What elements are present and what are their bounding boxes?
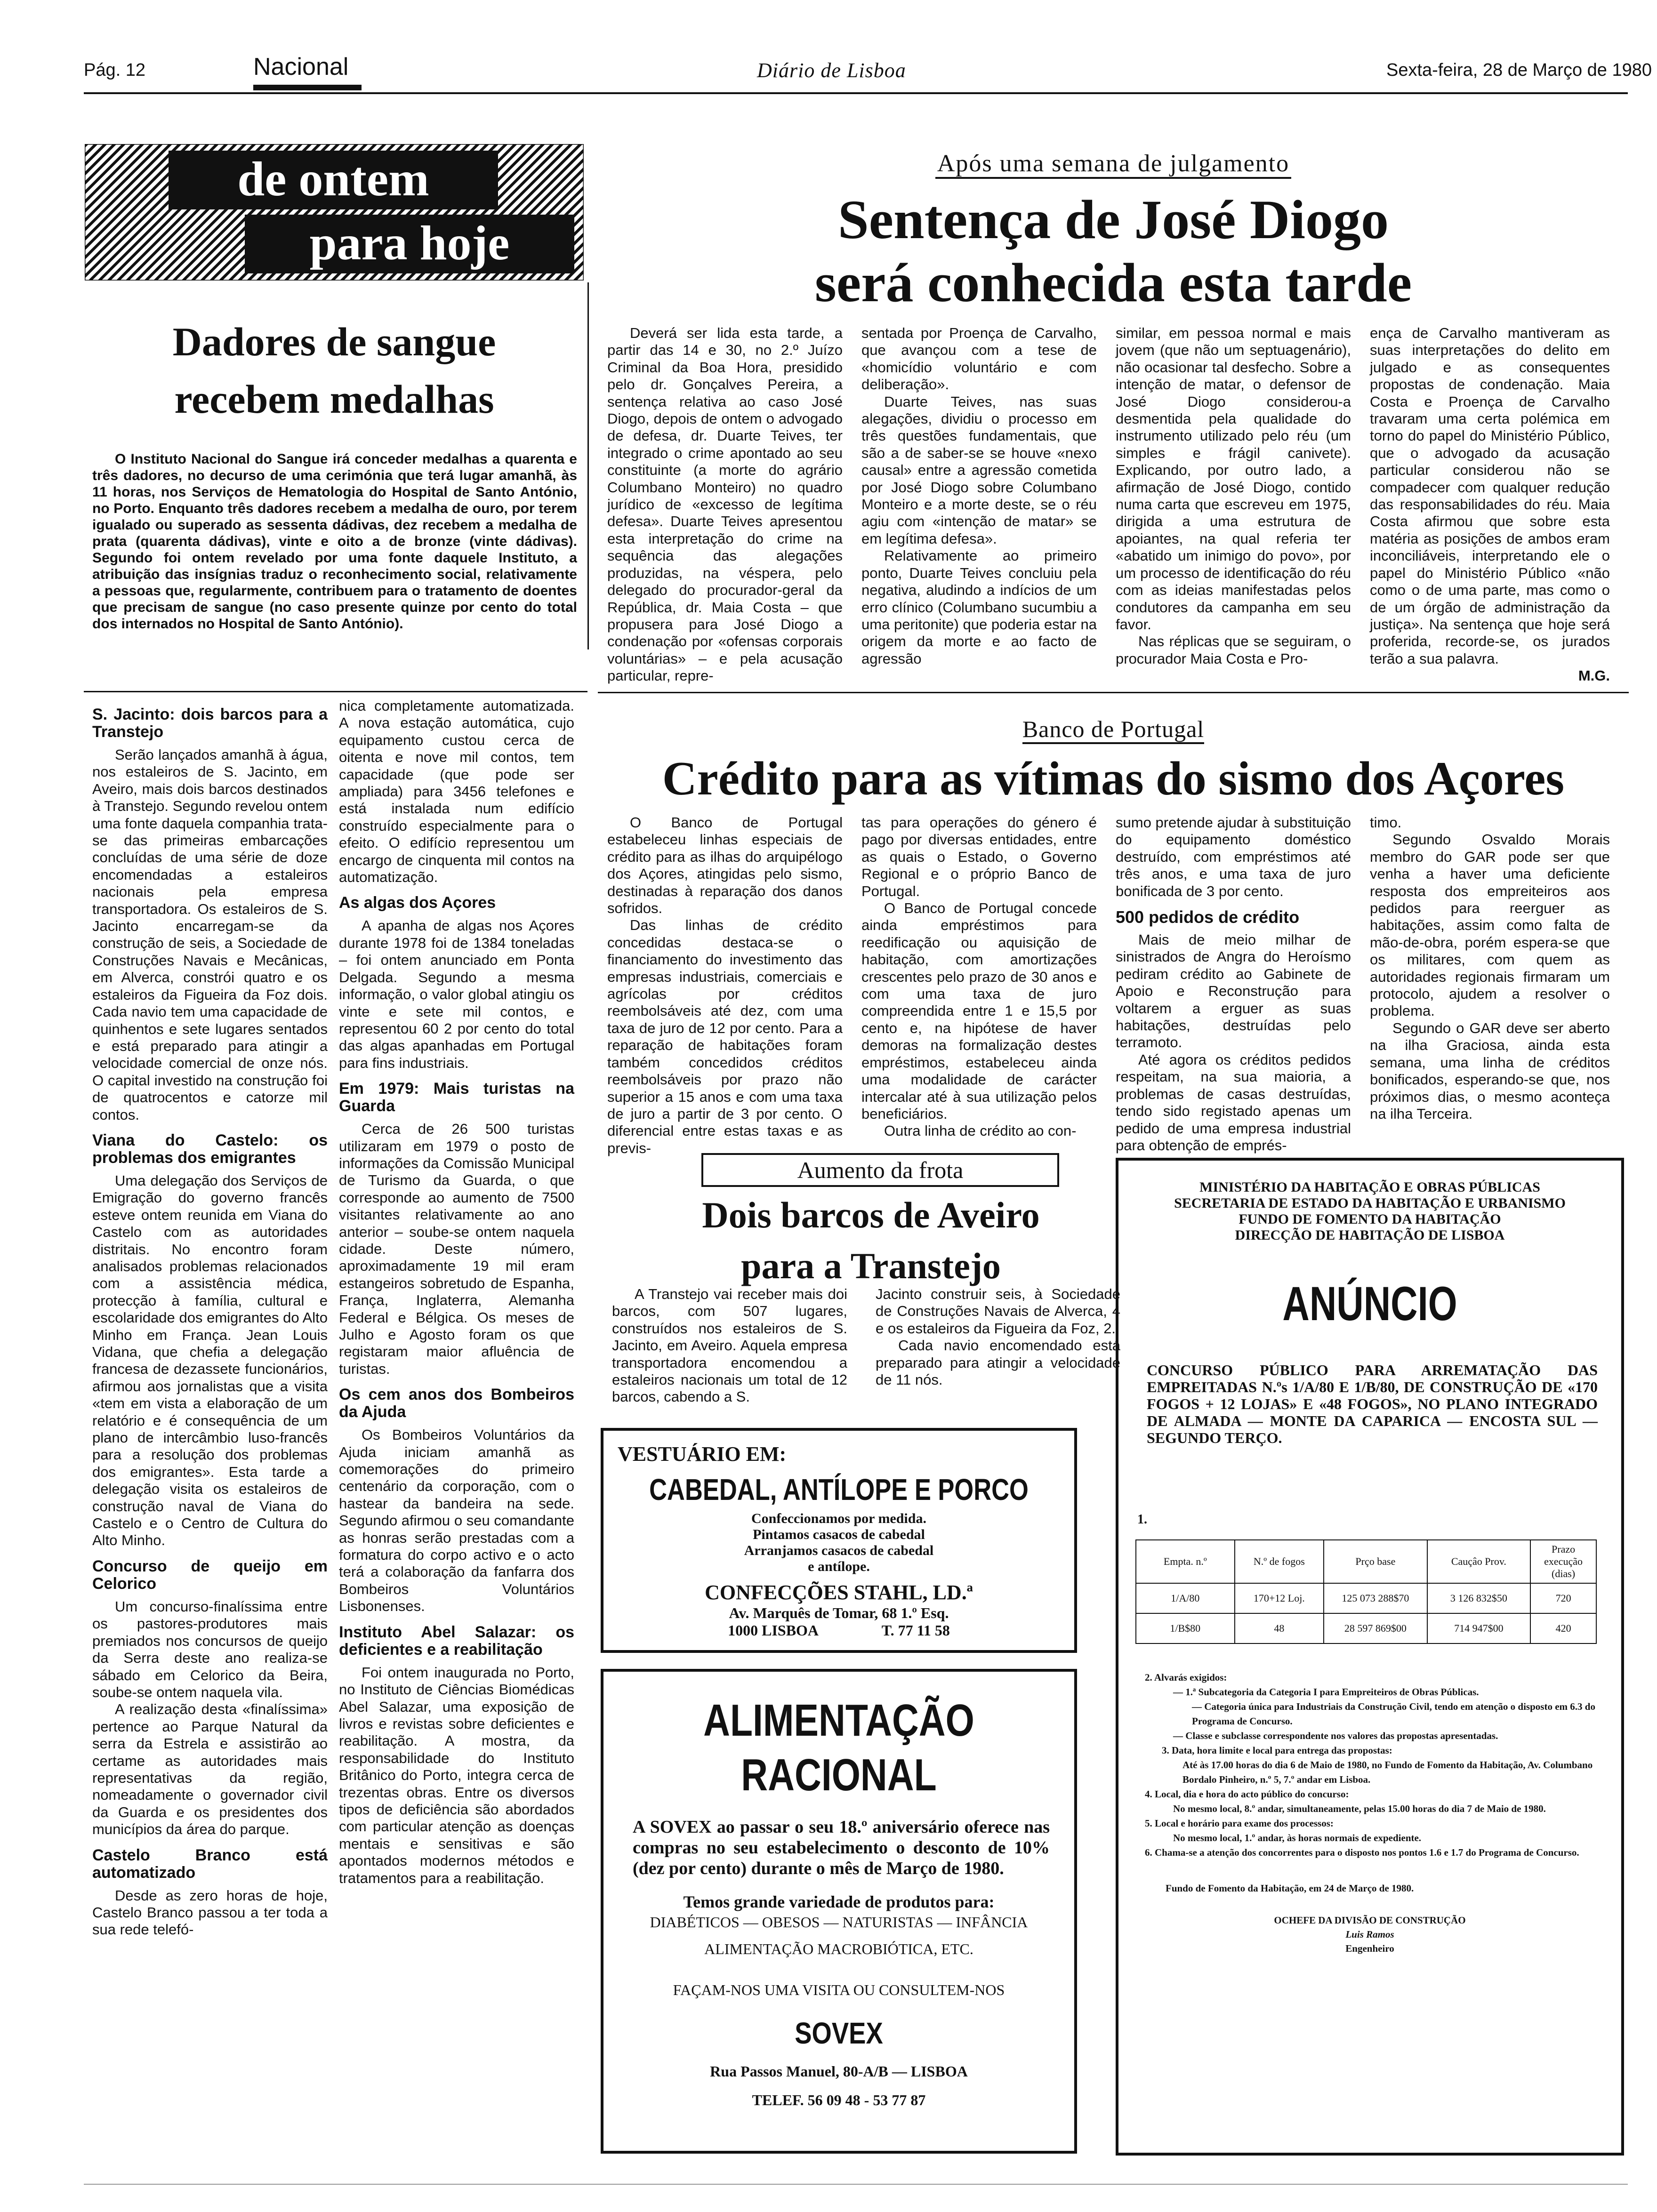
frota-text-2: Jacinto construir seis, à Sociedade de Construções Navais de Alverca, 4 e os estaleiros da Figueira da Foz, 2. — [876, 1286, 1120, 1337]
col-caucao: Cauçâo Prov. — [1427, 1540, 1531, 1583]
col-preco: Prço base — [1324, 1540, 1427, 1583]
diogo-col1 — [607, 325, 843, 685]
ad-stahl — [601, 1428, 1077, 1653]
ad-stahl-l1: VESTUÁRIO EM: — [618, 1443, 787, 1466]
credito-text-4c: Segundo o GAR deve ser aberto na ilha Graciosa, ainda esta semana, uma linha de créditos bonificados, esperando-se que, nos próximos dias, o mesmo aconteça na ilha Terceira. — [1370, 1019, 1610, 1122]
ad-sovex-phone: TELEF. 56 09 48 - 53 77 87 — [752, 2092, 926, 2108]
ad-stahl-l4: Pintamos casacos de cabedal — [753, 1527, 925, 1542]
anuncio-req-2: 2. Alvarás exigidos: — [1145, 1672, 1227, 1683]
anuncio-signatory: Luis Ramos — [1345, 1929, 1394, 1940]
headline-castelo-branco: Castelo Branco está automatizado — [92, 1846, 328, 1882]
table-cell: 48 — [1235, 1613, 1324, 1643]
anuncio-item-1: 1. — [1137, 1512, 1147, 1527]
table-row — [1136, 1583, 1596, 1613]
dadores-title-line1: Dadores de sangue — [172, 319, 496, 364]
table-cell: 170+12 Loj. — [1235, 1583, 1324, 1613]
credito-text-1b: Das linhas de crédito concedidas destaca-se o financiamento do investimento das empresas industriais, comerciais e agrícolas por créditos reembolsáveis até dez, com uma taxa de juro de 12 por cento. Para a reparação de habitações foram também concedidos créditos reembolsáveis por prazo não superior a 15 anos e com uma taxa de juro a partir de 3 por cento. O diferencial entre estas taxas e as previs- — [607, 917, 843, 1156]
anuncio-title: ANÚNCIO — [1282, 1277, 1457, 1330]
credito-title: Crédito para as vítimas do sismo dos Açores — [662, 752, 1565, 805]
anuncio-req-2b: — Categoria única para Industriais da Construção Civil, tendo em atenção o disposto em 6.3 do Programa de Concurso. — [1192, 1701, 1595, 1727]
dadores-text: O Instituto Nacional do Sangue irá conceder medalhas a quarenta e três dadores, no decurso de uma cerimónia que terá lugar amanhã, às 11 horas, nos Serviços de Hematologia do Hospital de Santo António, no Porto. Enquanto três dadores recebem a medalha de ouro, por terem igualado ou superado as sessenta dádivas, dez recebem a medalha de prata (quarenta dádivas), vinte e oito a de bronze (vinte dádivas). Segundo foi ontem revelado por uma fonte daquele Instituto, a atribuição das insígnias traduz o reconhecimento social, relativamente a pessoas que, regularmente, contribuem para o tratamento de doentes que precisam de sangue (no caso presente quinze por cento do total dos internados no Hospital de Santo António). — [92, 451, 577, 632]
diogo-col4 — [1370, 325, 1610, 685]
col-prazo: Prazo execução (dias) — [1530, 1540, 1596, 1583]
frota-title — [607, 1190, 1134, 1291]
headline-queijo: Concurso de queijo em Celorico — [92, 1557, 328, 1593]
masthead: Diário de Lisboa — [757, 59, 906, 82]
footer-rule — [84, 2184, 1628, 2185]
diogo-text-3b: Nas réplicas que se seguiram, o procurador Maia Costa e Pro- — [1116, 633, 1351, 667]
ad-sovex-address: Rua Passos Manuel, 80-A/B — LISBOA — [710, 2063, 968, 2080]
credito-text-3c: Até agora os créditos pedidos respeitam, na sua maioria, a problemas de casas destruídas, tendo sido registado apenas um pedido de uma empresa industrial para obtenção de emprés- — [1116, 1051, 1351, 1154]
anuncio-direction: DIRECÇÃO DE HABITAÇÃO DE LISBOA — [1235, 1227, 1505, 1243]
diogo-col3 — [1116, 325, 1351, 667]
ad-stahl-company: CONFECÇÕES STAHL, LD.ª — [705, 1581, 973, 1604]
text-bombeiros: Os Bombeiros Voluntários da Ajuda iniciam amanhã as comemorações do primeiro centenário da corporação, com o hastear da bandeira na sede. Segundo afirmou o seu comandante as honras serão prestadas com a formatura do corpo activo e o acto terá a colaboração da fanfarra dos Bombeiros Voluntários Lisbonenses. — [339, 1427, 574, 1615]
frota-col2 — [876, 1286, 1120, 1388]
diogo-text-2c: Relativamente ao primeiro ponto, Duarte Teives concluiu pela negativa, aludindo a indícios de um erro clínico (Columbano sucumbiu a uma peritonite) que poderia estar na origem da morte e ao facto de agressão — [861, 547, 1097, 667]
ad-stahl-city: 1000 LISBOA — [728, 1622, 818, 1639]
credito-text-2: tas para operações do género é pago por diversas entidades, entre as quais o Estado, o Governo Regional e o próprio Banco de Portugal. — [861, 814, 1097, 899]
headline-s-jacinto: S. Jacinto: dois barcos para a Transtejo — [92, 705, 328, 741]
credito-text-2b: O Banco de Portugal concede ainda empréstimos para reedificação ou aquisição de habitação, com amortizações crescentes pelo prazo de 30 anos e com uma taxa de juro compreendida entre 1 e 15,5 por cento e, na hipótese de haver demoras na formalização destes empréstimos, estabeleceu ainda uma modalidade de carácter intercalar até à sua utilização pelos beneficiários. — [861, 900, 1097, 1122]
frota-title-line2: para a Transtejo — [741, 1245, 1001, 1286]
table-cell: 1/A/80 — [1136, 1583, 1235, 1613]
de-ontem-para-hoje-banner — [85, 144, 584, 281]
frota-text-1: A Transtejo vai receber mais doi barcos, com 507 lugares, construídos nos estaleiros de S. Jacinto, em Aveiro. Aquela empresa transportadora encomendou a estaleiros nacionais um total de 12 barcos, cabendo a S. — [612, 1286, 847, 1405]
anuncio-fund: FUNDO DE FOMENTO DA HABITAÇÃO — [1239, 1211, 1501, 1227]
anuncio-secretary: SECRETARIA DE ESTADO DA HABITAÇÃO E URBANISMO — [1174, 1195, 1566, 1211]
credito-text-4b: Segundo Osvaldo Morais membro do GAR pode ser que venha a haver uma deficiente resposta dos empreiteiros aos pedidos para reerguer as habitações, assim como falta de mão-de-obra, porém espera-se que os militares, com quem as autoridades regionais firmaram um protocolo, ajudem a resolver o problema. — [1370, 831, 1610, 1019]
anuncio-intro: CONCURSO PÚBLICO PARA ARREMATAÇÃO DAS EMPREITADAS N.ºs 1/A/80 E 1/B/80, DE CONSTRUÇÃO DE «170 FOGOS + 12 LOJAS» E «48 FOGOS», NO PLANO INTEGRADO DE ALMADA — MONTE DA CAPARICA — ENCOSTA SUL — SEGUNDO TERÇO. — [1147, 1362, 1598, 1446]
page-number: Pág. 12 — [84, 60, 145, 80]
table-cell: 125 073 288$70 — [1324, 1583, 1427, 1613]
diogo-kicker-text: Após uma semana de julgamento — [935, 150, 1291, 179]
section-label: Nacional — [253, 53, 349, 80]
table-cell: 28 597 869$00 — [1324, 1613, 1427, 1643]
ad-sovex-brand: SOVEX — [795, 2016, 883, 2050]
column-rule — [84, 691, 587, 692]
headline-abel-salazar: Instituto Abel Salazar: os deficientes e a reabilitação — [339, 1623, 574, 1659]
text-castelo-branco-cont: nica completamente automatizada. A nova estação automática, cujo equipamento custou cerca de oitenta e nove mil contos, tem capacidade (que pode ser ampliada) para 3456 telefones e está instalada num edifício construído especialmente para o efeito. O edifício representou um encargo de cinquenta mil contos na automatização. — [339, 697, 574, 886]
ad-stahl-l6: e antílope. — [808, 1559, 870, 1574]
ad-anuncio — [1116, 1158, 1624, 2156]
anuncio-req-3: 3. Data, hora limite e local para entrega das propostas: — [1162, 1745, 1392, 1756]
diogo-text-4: ença de Carvalho mantiveram as suas interpretações do delito em julgado e as consequentes propostas de condenação. Maia Costa e Proença de Carvalho travaram uma certa polémica em torno do papel do Ministério Público, que o advogado da acusação particular considerou não se compadecer com qualquer redução das responsabilidades do réu. Maia Costa afirmou que sobre esta matéria as posições de ambos eram inconciliáveis, interpretando ele o papel do Ministério Público «não como o de uma parte, mas como o de um órgão de administração da justiça». Na sentença que hoje será proferida, recorde-se, os jurados terão a sua palavra. — [1370, 325, 1610, 667]
diogo-signature: M.G. — [1578, 667, 1610, 684]
text-viana: Uma delegação dos Serviços de Emigração do governo francês esteve ontem reunida em Viana do Castelo com as autoridades distritais. No encontro foram analisados problemas relacionados com a assistência médica, protecção à família, cultural e escolaridade dos emigrantes do Alto Minho em França. Jean Louis Vidana, que chefia a delegação francesa de dezassete funcionários, afirmou aos jornalistas que a visita «tem em vista a elaboração de um relatório e é consequência de um plano de intercâmbio luso-francês para a resolução dos problemas dos emigrantes». Esta tarde a delegação visita os estaleiros de construção naval de Viana do Castelo e o Centro de Cultura do Alto Minho. — [92, 1172, 328, 1549]
credito-col3 — [1116, 814, 1351, 1154]
column-rule — [587, 282, 589, 649]
text-queijo: Um concurso-finalíssima entre os pastores-produtores mais premiados nos concursos de queijo da Serra deste ano realiza-se sábado em Celorico da Beira, soube-se ontem naquela vila. — [92, 1598, 328, 1700]
anuncio-req-2a: — 1.ª Subcategoria da Categoria I para Empreiteiros de Obras Públicas. — [1173, 1686, 1479, 1698]
frota-kicker-box — [701, 1153, 1059, 1187]
anuncio-table — [1135, 1539, 1597, 1644]
frota-title-line1: Dois barcos de Aveiro — [702, 1194, 1040, 1235]
table-cell: 720 — [1530, 1583, 1596, 1613]
credito-col1 — [607, 814, 843, 1157]
dadores-title — [85, 318, 584, 423]
anuncio-role: Engenheiro — [1345, 1943, 1394, 1954]
credito-text-2c: Outra linha de crédito ao con- — [884, 1122, 1077, 1139]
header-rule — [84, 92, 1628, 94]
diogo-text-2a: sentada por Proença de Carvalho, que avançou com a tese de «homicídio voluntário e com deliberação». — [861, 325, 1097, 393]
issue-date: Sexta-feira, 28 de Março de 1980 — [1386, 60, 1652, 80]
frota-text-2b: Cada navio encomendado está preparado para atingir a velocidade de 11 nós. — [876, 1337, 1120, 1388]
table-cell: 714 947$00 — [1427, 1613, 1531, 1643]
anuncio-table-header — [1136, 1540, 1596, 1583]
ad-sovex-products: Temos grande variedade de produtos para: — [683, 1892, 995, 1911]
text-turistas: Cerca de 26 500 turistas utilizaram em 1979 o posto de informações da Comissão Municipal de Turismo da Guarda, o que corresponde ao aumento de 7500 visitantes relativamente ao ano anterior – soube-se ontem naquela cidade. Deste número, aproximadamente 19 mil eram estangeiros sobretudo de Espanha, França, Inglaterra, Alemanha Federal e Bélgica. Os meses de Julho e Agosto foram os que registaram maior afluência de turistas. — [339, 1121, 574, 1377]
table-cell: 420 — [1530, 1613, 1596, 1643]
anuncio-ministry: MINISTÉRIO DA HABITAÇÃO E OBRAS PÚBLICAS — [1199, 1179, 1540, 1195]
diogo-text-1: Deverá ser lida esta tarde, a partir das 14 e 30, no 2.º Juízo Criminal da Boa Hora, presidido pelo dr. Gonçalves Pereira, a sentença relativa ao caso José Diogo, depois de ontem o advogado de defesa, dr. Duarte Teives, ter integrado o crime apontado ao seu constituinte (a morte do agrário Columbano Monteiro) no quadro jurídico de «excesso de legítima defesa». Duarte Teives apresentou esta interpretação do crime na sequência das alegações produzidas, na véspera, pelo delegado do procurador-geral da República, dr. Maia Costa – que propusera para José Diogo a condenação por «ofensas corporais voluntárias» – e pela acusação particular, repre- — [607, 325, 843, 684]
ad-stahl-headline: CABEDAL, ANTÍLOPE E PORCO — [649, 1473, 1029, 1507]
diogo-text-2b: Duarte Teives, nas suas alegações, dividiu o processo em três questões fundamentais, que são a de saber-se se houve «nexo causal» entre a agressão cometida por José Diogo sobre Columbano Monteiro e a morte deste, se o réu agiu com «intenção de matar» se em legítima defesa». — [861, 393, 1097, 547]
ad-sovex-visit: FAÇAM-NOS UMA VISITA OU CONSULTEM-NOS — [673, 1981, 1005, 1998]
diogo-col2 — [861, 325, 1097, 667]
dadores-article — [92, 451, 577, 632]
ad-sovex — [601, 1669, 1077, 2154]
anuncio-date: Fundo de Fomento da Habitação, em 24 de Março de 1980. — [1166, 1883, 1414, 1894]
headline-viana: Viana do Castelo: os problemas dos emigrantes — [92, 1131, 328, 1167]
dadores-title-line2: recebem medalhas — [174, 377, 494, 422]
section-underline — [253, 85, 362, 90]
ad-sovex-macro: ALIMENTAÇÃO MACROBIÓTICA, ETC. — [704, 1940, 973, 1957]
table-row — [1136, 1613, 1596, 1643]
anuncio-requirements — [1145, 1670, 1598, 1860]
credito-kicker-text: Banco de Portugal — [1022, 716, 1204, 744]
headline-turistas: Em 1979: Mais turistas na Guarda — [339, 1080, 574, 1115]
credito-kicker — [598, 715, 1629, 743]
ad-stahl-l3: Confeccionamos por medida. — [751, 1511, 926, 1526]
diogo-text-3a: similar, em pessoa normal e mais jovem (que não um septuagenário), não ocasionar tal desfecho. Sobre a intenção de matar, o defensor de José Diogo considerou-a desmentida pela qualidade do instrumento utilizado pelo réu (um simples e frágil canivete). Explicando, por outro lado, a afirmação de José Diogo, contido numa carta que escreveu em 1975, dirigida a uma estrutura de apoiantes, na qual referia ter «abatido um inimigo do povo», por um processo de identificação do réu com as ideias manifestadas pelos condutores da campanha em seu favor. — [1116, 325, 1351, 633]
anuncio-req-5: 5. Local e horário para exame dos processos: — [1145, 1818, 1334, 1829]
ad-sovex-title2: RACIONAL — [741, 1750, 937, 1800]
col-fogos: N.º de fogos — [1235, 1540, 1324, 1583]
left-column-1 — [92, 697, 328, 1939]
frota-kicker: Aumento da frota — [797, 1157, 964, 1183]
anuncio-req-2c: — Classe e subclasse correspondente nos valores das propostas apresentadas. — [1173, 1730, 1498, 1741]
text-algas: A apanha de algas nos Açores durante 1978 foi de 1384 toneladas – foi ontem anunciado em Ponta Delgada. Segundo a mesma informação, o valor global atingiu os vinte e sete mil contos, e representou 60 2 por cento do total das algas apanhadas em Portugal para fins industriais. — [339, 917, 574, 1071]
diogo-kicker — [598, 150, 1629, 177]
anuncio-req-6: 6. Chama-se a atenção dos concorrentes para o disposto nos pontos 1.6 e 1.7 do Programa de Concurso. — [1145, 1847, 1579, 1858]
text-s-jacinto: Serão lançados amanhã à água, nos estaleiros de S. Jacinto, em Aveiro, mais dois barcos destinados à Transtejo. Segundo revelou ontem uma fonte daquela companhia trata-se das primeiras embarcações concluídas de uma série de doze encomendadas a estaleiros nacionais pela empresa transportadora. Os estaleiros de S. Jacinto encarregam-se da construção de seis, a Sociedade de Construções Navais e Mecânicas, em Alverca, constrói quatro e os estaleiros da Figueira da Foz dois. Cada navio tem uma capacidade de quinhentos e sete lugares sentados e está preparado para atingir a velocidade comercial de onze nós. O capital investido na construção foi de quatrocentos e catorze mil contos. — [92, 746, 328, 1123]
frota-col1 — [612, 1286, 847, 1406]
anuncio-req-5a: No mesmo local, 1.º andar, às horas normais de expediente. — [1173, 1832, 1422, 1843]
diogo-title-line2: será conhecida esta tarde — [814, 252, 1412, 313]
diogo-title-line1: Sentença de José Diogo — [837, 189, 1389, 250]
col-empta: Empta. n.º — [1136, 1540, 1235, 1583]
credito-text-3: sumo pretende ajudar à substituição do equipamento doméstico destruído, com empréstimos até três anos, e uma taxa de juro bonificada de 3 por cento. — [1116, 814, 1351, 899]
ad-stahl-l5: Arranjamos casacos de cabedal — [744, 1543, 934, 1558]
section-rule — [598, 692, 1629, 693]
table-cell: 1/B$80 — [1136, 1613, 1235, 1643]
credito-text-1: O Banco de Portugal estabeleceu linhas especiais de crédito para as ilhas do arquipélogo dos Açores, atingidas pelo sismo, destinadas à reparação dos danos sofridos. — [607, 814, 843, 917]
banner-line2: para hoje — [309, 216, 510, 270]
anuncio-chief: OCHEFE DA DIVISÃO DE CONSTRUÇÃO — [1274, 1915, 1466, 1926]
diogo-headline — [598, 188, 1629, 314]
anuncio-req-4: 4. Local, dia e hora do acto público do concurso: — [1145, 1788, 1349, 1800]
anuncio-req-4a: No mesmo local, 8.º andar, simultaneamente, pelas 15.00 horas do dia 7 de Maio de 1980. — [1173, 1803, 1546, 1814]
ad-sovex-offer: A SOVEX ao passar o seu 18.º aniversário oferece nas compras no seu estabelecimento o desconto de 10% (dez por cento) durante o mês de Março de 1980. — [633, 1817, 1050, 1878]
text-queijo-2: A realização desta «finalíssima» pertence ao Parque Natural da serra da Estrela e assistirão ao certame as autoridades mais representativas da região, nomeadamente o governador civil da Guarda e os presidentes dos municípios da área do parque. — [92, 1701, 328, 1838]
credito-text-3b: Mais de meio milhar de sinistrados de Angra do Heroísmo pediram crédito ao Gabinete de Apoio e Reconstrução para voltarem a erguer as suas habitações, destruídas pelo terramoto. — [1116, 931, 1351, 1051]
ad-stahl-address: Av. Marquês de Tomar, 68 1.º Esq. — [729, 1604, 949, 1621]
banner-line1: de ontem — [237, 152, 429, 206]
text-castelo-branco: Desde as zero horas de hoje, Castelo Branco passou a ter toda a sua rede telefó- — [92, 1887, 328, 1938]
anuncio-req-3a: Até às 17.00 horas do dia 6 de Maio de 1980, no Fundo de Fomento da Habitação, Av. Columbano Bordalo Pinheiro, n.º 5, 7.º andar em Lisboa. — [1182, 1759, 1593, 1785]
table-cell: 3 126 832$50 — [1427, 1583, 1531, 1613]
ad-sovex-categories: DIABÉTICOS — OBESOS — NATURISTAS — INFÂNCIA — [650, 1914, 1028, 1931]
ad-stahl-phone: T. 77 11 58 — [881, 1622, 950, 1639]
headline-bombeiros: Os cem anos dos Bombeiros da Ajuda — [339, 1386, 574, 1421]
credito-col2 — [861, 814, 1097, 1140]
left-column-2 — [339, 697, 574, 1887]
ad-sovex-title1: ALIMENTAÇÃO — [703, 1695, 974, 1746]
credito-col4 — [1370, 814, 1610, 1122]
credito-text-4: timo. — [1370, 814, 1402, 831]
headline-algas: As algas dos Açores — [339, 894, 496, 912]
text-abel-salazar: Foi ontem inaugurada no Porto, no Instituto de Ciências Biomédicas Abel Salazar, uma exposição de livros e revistas sobre deficientes e reabilitação. A mostra, da responsabilidade do Instituto Britânico do Porto, integra cerca de trezentas obras. Entre os diversos tipos de deficiência são abordados com particular atenção as doenças mentais e sensitivas e são apontados modernos métodos e tratamentos para a reabilitação. — [339, 1664, 574, 1886]
headline-500-pedidos: 500 pedidos de crédito — [1116, 907, 1300, 927]
